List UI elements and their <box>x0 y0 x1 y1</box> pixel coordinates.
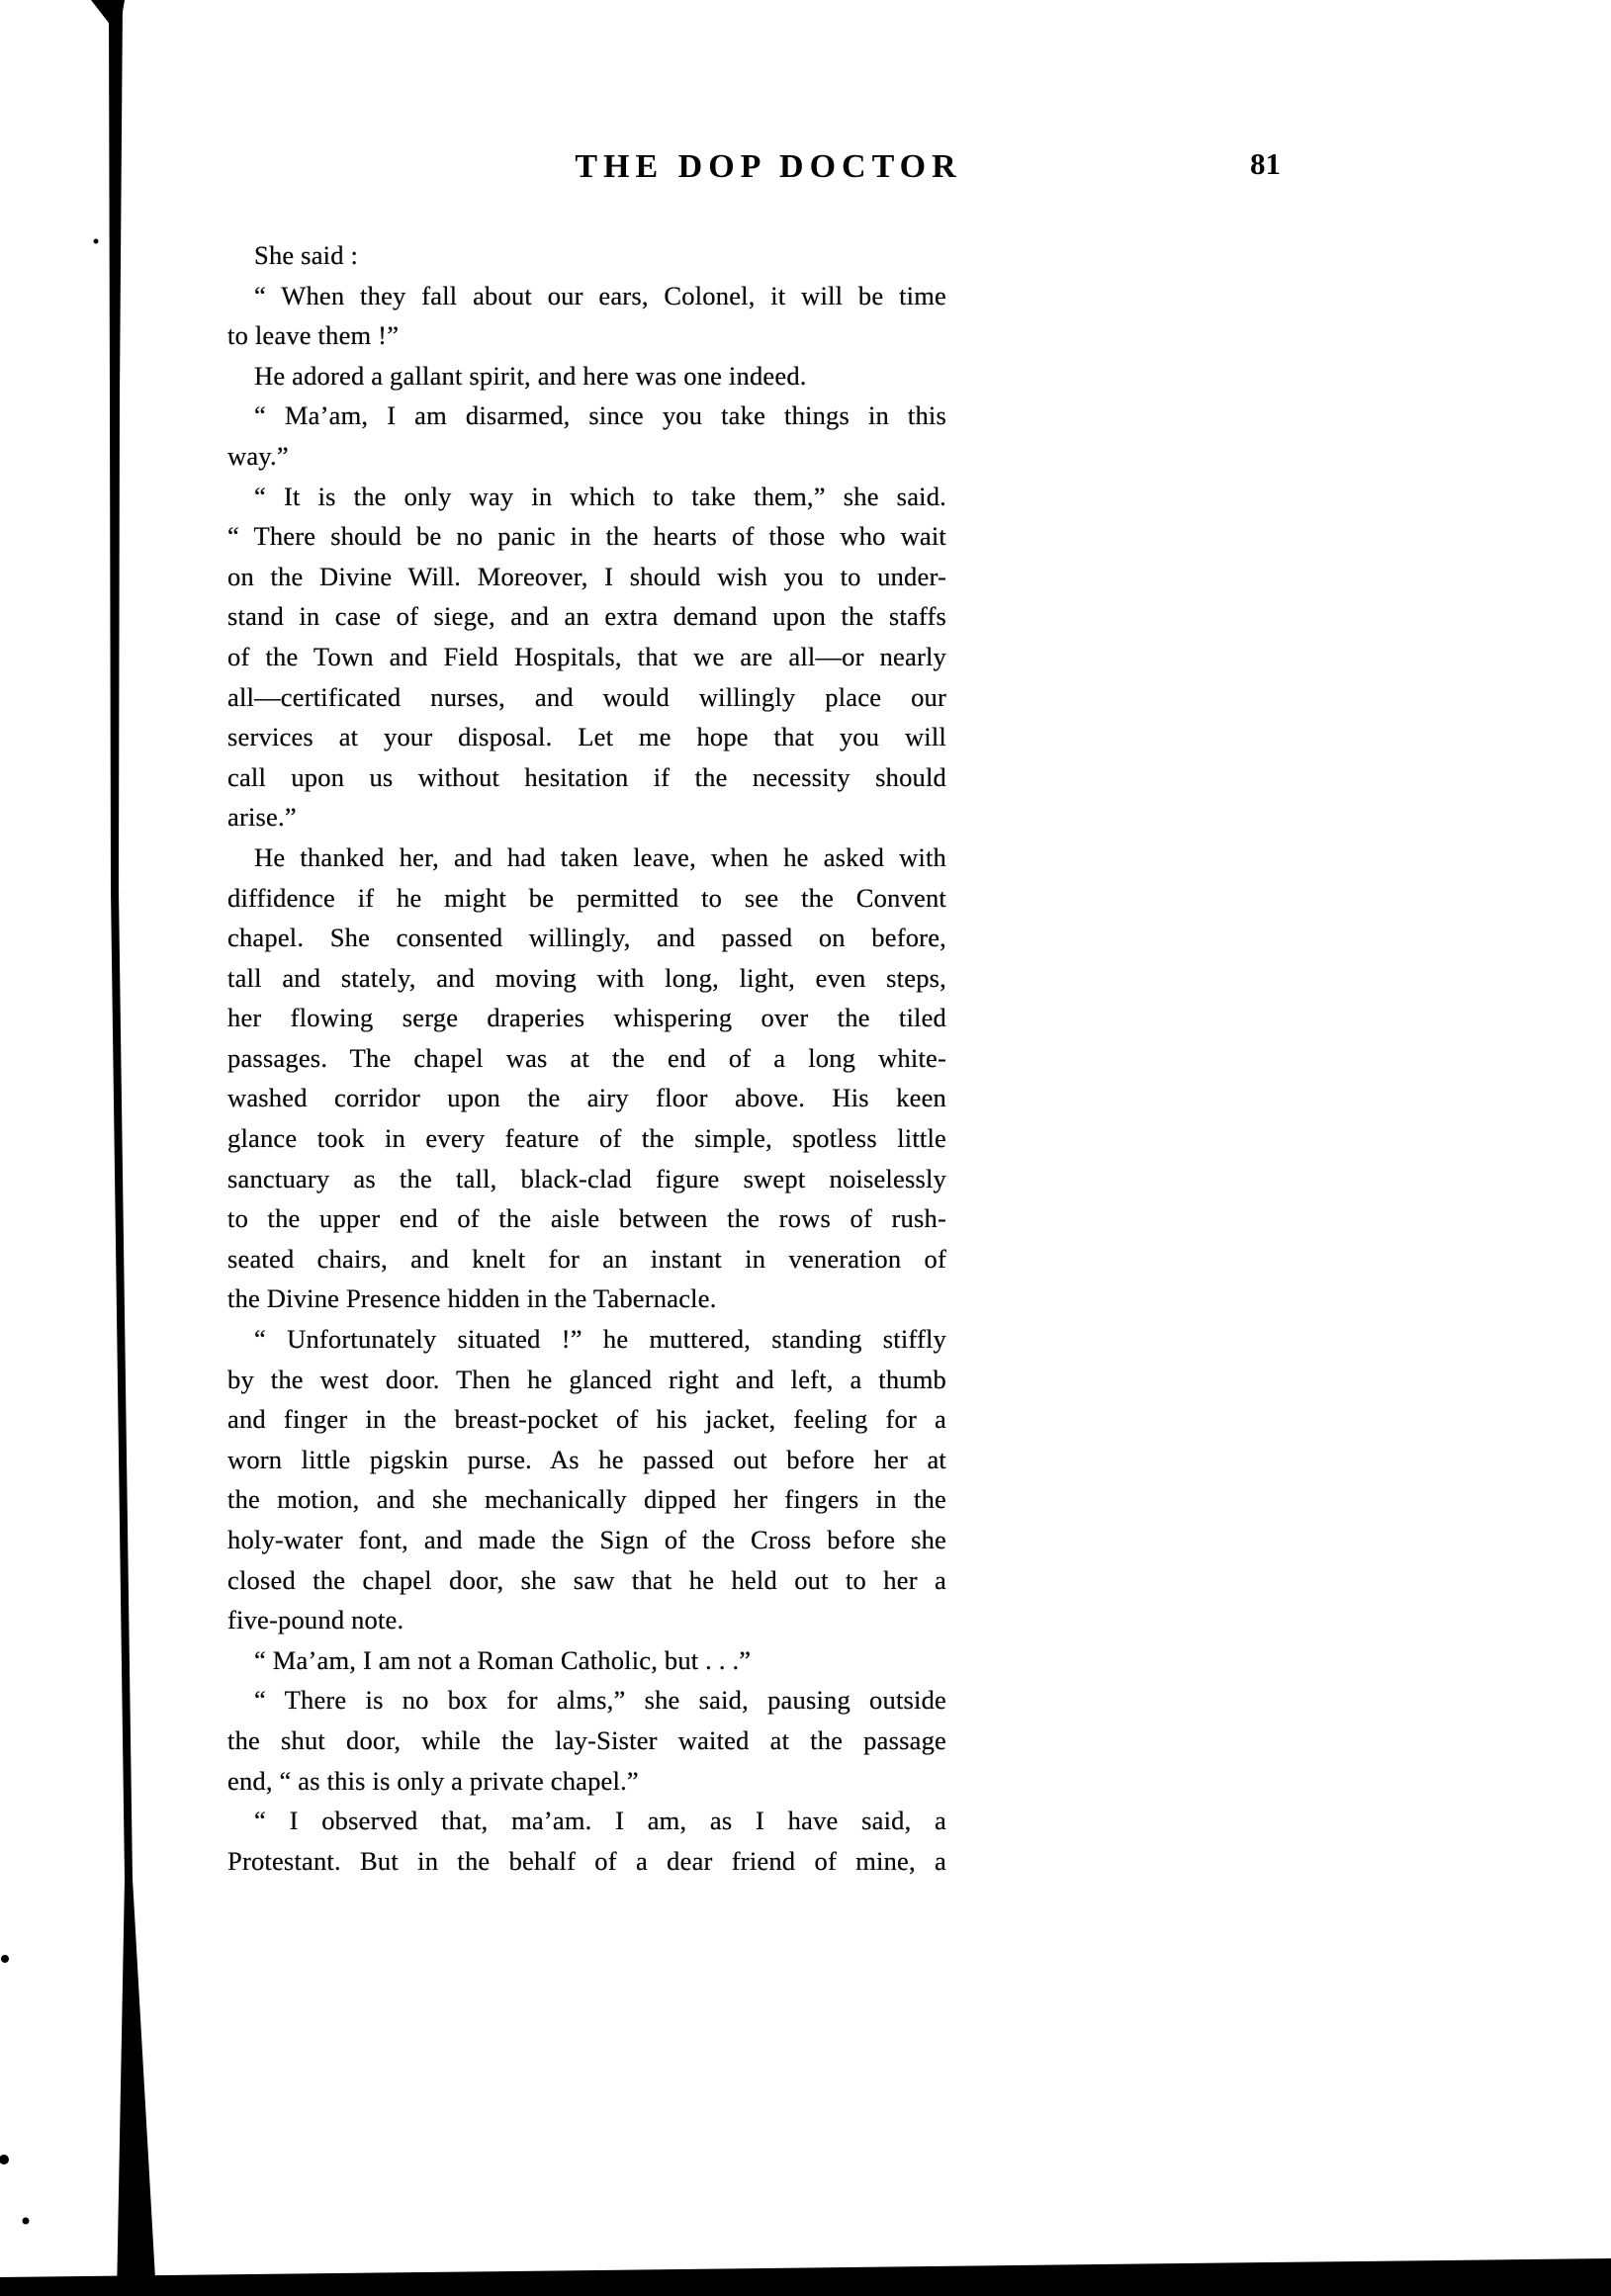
text-line: He adored a gallant spirit, and here was one indeed. <box>254 360 807 391</box>
text-line: way.” <box>227 440 289 471</box>
text-line: passages. The chapel was at the end of a long white- <box>227 1042 946 1073</box>
text-line: tall and stately, and moving with long, light, even steps, <box>227 962 946 993</box>
text-line: to leave them !” <box>227 320 400 351</box>
text-line: on the Divine Will. Moreover, I should wish you to under- <box>227 561 946 591</box>
text-line: services at your disposal. Let me hope that you will <box>227 722 946 752</box>
text-line: glance took in every feature of the simple, spotless little <box>227 1123 946 1154</box>
ink-speck <box>94 239 99 244</box>
text-line: “ Ma’am, I am not a Roman Catholic, but . . .” <box>254 1644 752 1675</box>
text-line: the Divine Presence hidden in the Tabernacle. <box>227 1283 717 1314</box>
text-line: of the Town and Field Hospitals, that we are all—or nearly <box>227 641 946 671</box>
text-line: sanctuary as the tall, black-clad figure swept noiselessly <box>227 1163 946 1193</box>
page-number: 81 <box>1250 146 1281 181</box>
text-line: “ When they fall about our ears, Colonel, it will be time <box>254 280 946 310</box>
text-line: call upon us without hesitation if the necessity should <box>227 761 946 792</box>
text-line: “ There is no box for alms,” she said, pausing outside <box>254 1685 946 1716</box>
text-line: Protestant. But in the behalf of a dear friend of mine, a <box>227 1845 946 1876</box>
ink-speck <box>23 2218 30 2225</box>
running-header-title: THE DOP DOCTOR <box>575 148 962 185</box>
text-line: closed the chapel door, she saw that he held out to her a <box>227 1564 946 1595</box>
text-line: “ Ma’am, I am disarmed, since you take things in this <box>254 400 946 431</box>
text-line: the shut door, while the lay-Sister waited at the passage <box>227 1724 946 1755</box>
text-line: by the west door. Then he glanced right and left, a thumb <box>227 1364 946 1394</box>
book-spine-shadow <box>109 0 156 2296</box>
page-lines <box>227 235 946 1881</box>
ink-speck <box>1 1955 9 1963</box>
text-line: to the upper end of the aisle between the rows of rush- <box>227 1203 946 1234</box>
text-line: She said : <box>254 240 359 270</box>
text-line: He thanked her, and had taken leave, when he asked with <box>254 841 946 872</box>
ink-speck <box>0 2155 9 2164</box>
text-line: and finger in the breast-pocket of his jacket, feeling for a <box>227 1404 946 1435</box>
text-line: diffidence if he might be permitted to see the Convent <box>227 882 946 913</box>
text-line: seated chairs, and knelt for an instant in veneration of <box>227 1243 946 1274</box>
text-line: worn little pigskin purse. As he passed out before her at <box>227 1444 946 1474</box>
text-line: “ Unfortunately situated !” he muttered, standing stiffly <box>254 1324 946 1355</box>
spine-top-wedge-shadow <box>91 0 125 36</box>
text-line: chapel. She consented willingly, and passed on before, <box>227 923 946 953</box>
page-bottom-shadow <box>0 2258 1611 2296</box>
text-line: “ I observed that, ma’am. I am, as I have said, a <box>254 1806 946 1836</box>
text-line: stand in case of siege, and an extra demand upon the staffs <box>227 601 946 632</box>
text-line: “ There should be no panic in the hearts of those who wait <box>227 521 946 552</box>
text-line: washed corridor upon the airy floor above. His keen <box>227 1083 946 1113</box>
text-line: her flowing serge draperies whispering over the tiled <box>227 1003 946 1033</box>
text-line: all—certificated nurses, and would willingly place our <box>227 681 946 712</box>
text-line: five-pound note. <box>227 1605 404 1635</box>
text-line: end, “ as this is only a private chapel.” <box>227 1765 639 1796</box>
text-line: holy-water font, and made the Sign of the Cross before she <box>227 1525 946 1554</box>
text-line: arise.” <box>227 802 297 833</box>
text-line: “ It is the only way in which to take them,” she said. <box>254 481 946 511</box>
text-line: the motion, and she mechanically dipped her fingers in the <box>227 1484 946 1515</box>
